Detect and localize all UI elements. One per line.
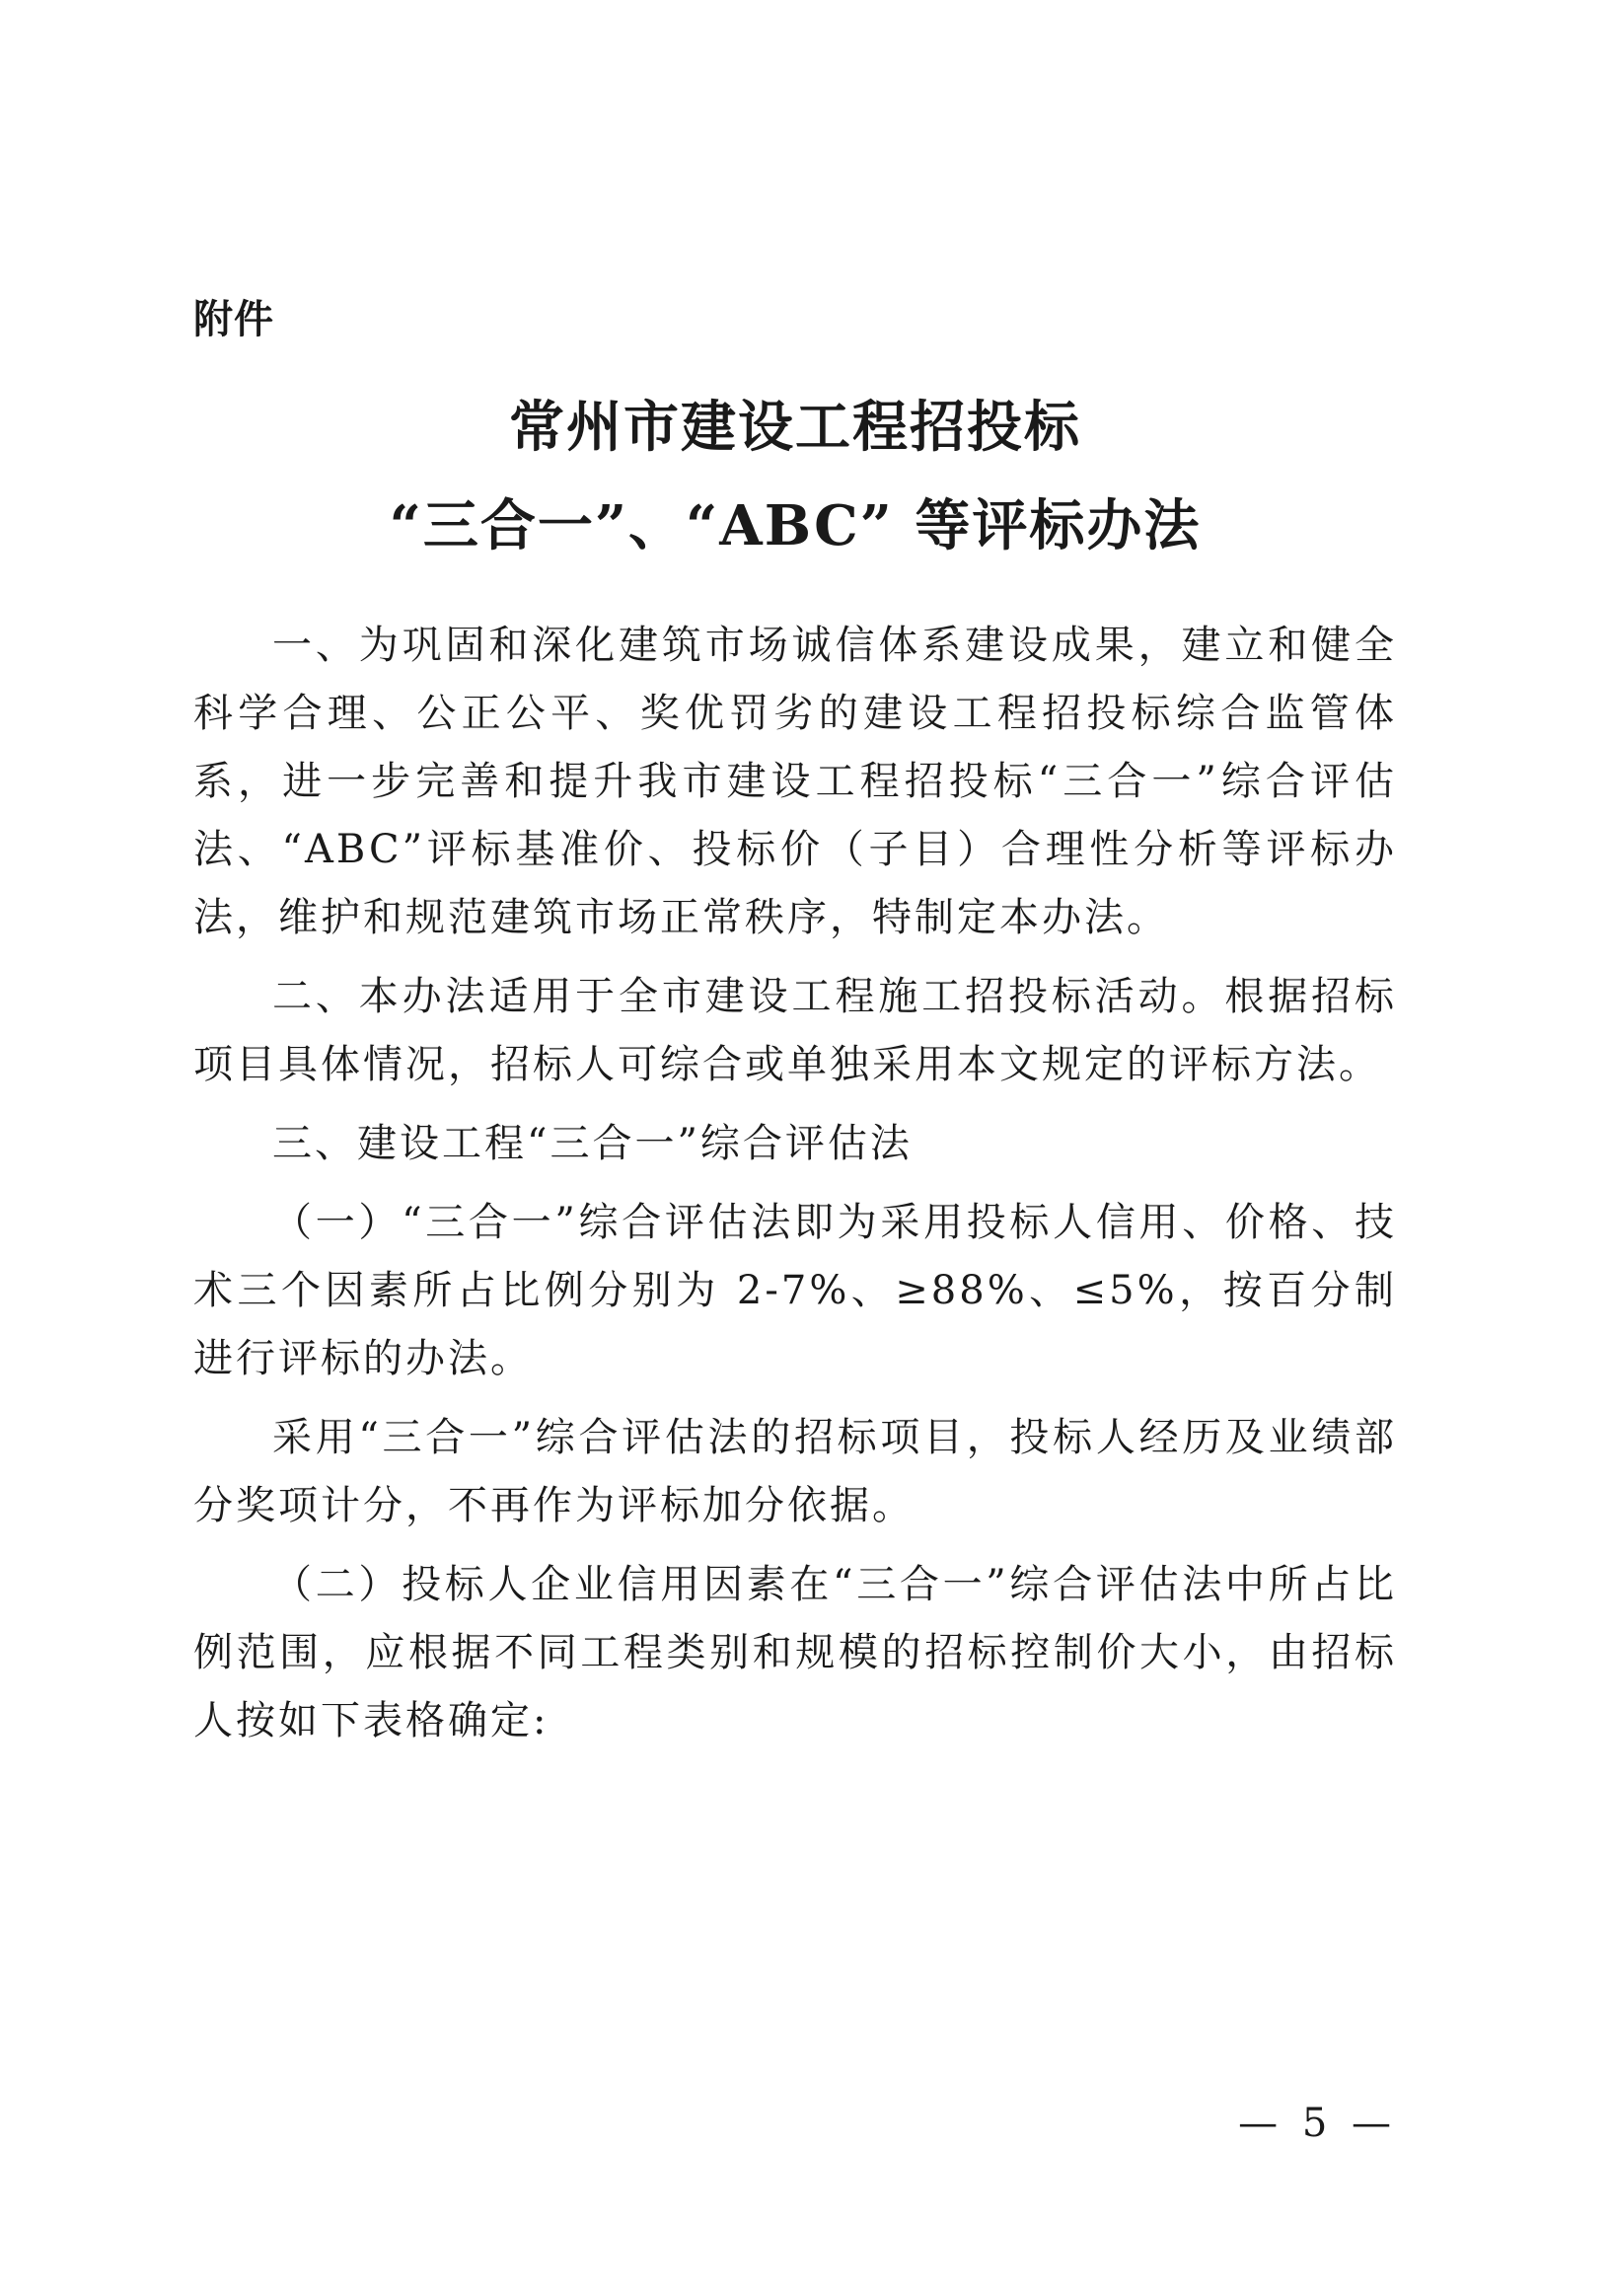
page-number: — 5 — [1238, 2101, 1397, 2146]
paragraph-section-2: 二、本办法适用于全市建设工程施工招投标活动。根据招标项目具体情况，招标人可综合或单独采用本文规定的评标方法。 [193, 974, 1397, 1087]
paragraph-item-1-note: 采用“三合一”综合评估法的招标项目，投标人经历及业绩部分奖项计分，不再作为评标加分依据。 [193, 1415, 1397, 1528]
document-body [193, 612, 1397, 1755]
paragraph-item-2: （二）投标人企业信用因素在“三合一”综合评估法中所占比例范围，应根据不同工程类别和规模的招标控制价大小，由招标人按如下表格确定: [193, 1562, 1397, 1743]
paragraph-item-1: （一）“三合一”综合评估法即为采用投标人信用、价格、技术三个因素所占比例分别为 2-7%、≥88%、≤5%，按百分制进行评标的办法。 [193, 1200, 1397, 1381]
document-title-line-1: 常州市建设工程招投标 [509, 395, 1081, 460]
paragraph-section-3-heading: 三、建设工程“三合一”综合评估法 [272, 1121, 913, 1166]
paragraph-section-1: 一、为巩固和深化建筑市场诚信体系建设成果，建立和健全科学合理、公正公平、奖优罚劣的建设工程招投标综合监管体系，进一步完善和提升我市建设工程招投标“三合一”综合评估法、“ABC”评标基准价、投标价（子目）合理性分析等评标办法，维护和规范建筑市场正常秩序，特制定本办法。 [193, 623, 1397, 940]
attachment-label: 附件 [193, 297, 274, 342]
document-title-line-2: “三合一”、“ABC” 等评标办法 [389, 493, 1202, 558]
